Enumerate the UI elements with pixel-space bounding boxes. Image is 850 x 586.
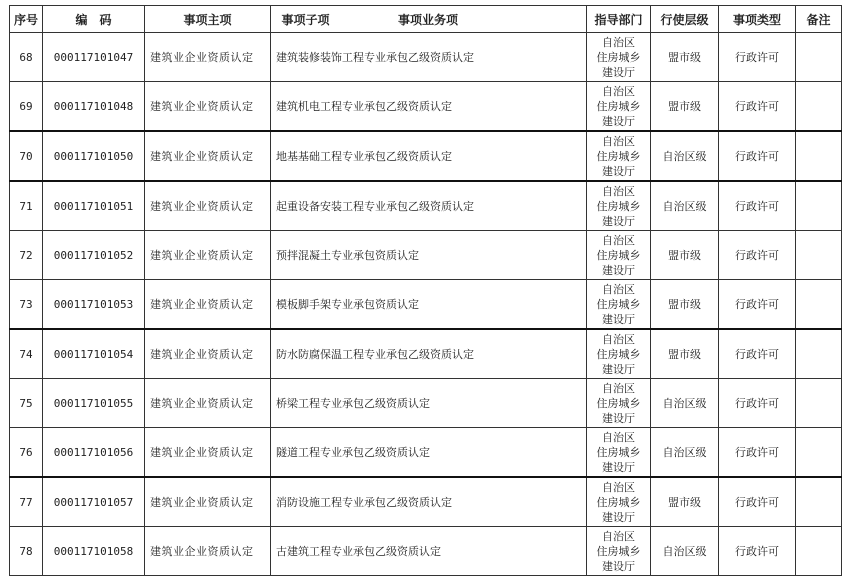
main-item: 建筑业企业资质认定 bbox=[150, 347, 254, 361]
header-level: 行使层级 bbox=[651, 6, 719, 33]
main-item-cell bbox=[145, 82, 271, 132]
table-row bbox=[10, 82, 842, 132]
row-number-cell bbox=[10, 379, 43, 428]
item-code-cell bbox=[43, 231, 145, 280]
exercise-level-cell bbox=[651, 131, 719, 181]
item-type: 行政许可 bbox=[735, 199, 779, 213]
exercise-level-cell bbox=[651, 231, 719, 280]
sub-item-cell bbox=[271, 181, 587, 231]
exercise-level: 自治区级 bbox=[662, 199, 707, 213]
table-row bbox=[10, 231, 842, 280]
item-code: 000117101048 bbox=[53, 99, 134, 113]
note-cell bbox=[796, 131, 842, 181]
guiding-department: 自治区 住房城乡 建设厅 bbox=[596, 529, 641, 573]
item-type-cell bbox=[719, 428, 796, 478]
exercise-level-cell bbox=[651, 477, 719, 527]
item-type: 行政许可 bbox=[735, 445, 779, 459]
exercise-level: 盟市级 bbox=[668, 99, 701, 113]
guiding-department-cell bbox=[587, 280, 651, 330]
main-item: 建筑业企业资质认定 bbox=[150, 495, 254, 509]
guiding-department-cell bbox=[587, 477, 651, 527]
header-business-item: 事项业务项 bbox=[397, 12, 458, 27]
table-row bbox=[10, 428, 842, 478]
sub-item-cell bbox=[271, 33, 587, 82]
row-number: 70 bbox=[19, 149, 33, 163]
guiding-department: 自治区 住房城乡 建设厅 bbox=[596, 184, 641, 228]
item-type-cell bbox=[719, 280, 796, 330]
main-item-cell bbox=[145, 428, 271, 478]
row-number-cell bbox=[10, 527, 43, 576]
sub-item: 地基基础工程专业承包乙级资质认定 bbox=[276, 149, 452, 163]
main-item: 建筑业企业资质认定 bbox=[150, 396, 254, 410]
table-row bbox=[10, 379, 842, 428]
row-number-cell bbox=[10, 33, 43, 82]
main-item: 建筑业企业资质认定 bbox=[150, 297, 254, 311]
header-main-item: 事项主项 bbox=[145, 6, 271, 33]
header-note: 备注 bbox=[796, 6, 842, 33]
row-number: 75 bbox=[19, 396, 33, 410]
row-number: 77 bbox=[19, 495, 33, 509]
header-sub-and-business bbox=[271, 6, 587, 33]
guiding-department: 自治区 住房城乡 建设厅 bbox=[596, 332, 641, 376]
row-number: 76 bbox=[19, 445, 33, 459]
item-code: 000117101051 bbox=[53, 199, 134, 213]
table-row bbox=[10, 280, 842, 330]
item-code: 000117101053 bbox=[53, 297, 134, 311]
item-code-cell bbox=[43, 280, 145, 330]
main-item: 建筑业企业资质认定 bbox=[150, 445, 254, 459]
main-item-cell bbox=[145, 280, 271, 330]
row-number-cell bbox=[10, 280, 43, 330]
main-item: 建筑业企业资质认定 bbox=[150, 248, 254, 262]
exercise-level: 盟市级 bbox=[668, 347, 701, 361]
note-cell bbox=[796, 527, 842, 576]
main-item-cell bbox=[145, 477, 271, 527]
item-type-cell bbox=[719, 181, 796, 231]
table-row bbox=[10, 477, 842, 527]
exercise-level: 自治区级 bbox=[662, 396, 707, 410]
sub-item-cell bbox=[271, 379, 587, 428]
guiding-department: 自治区 住房城乡 建设厅 bbox=[596, 233, 641, 277]
item-type-cell bbox=[719, 33, 796, 82]
row-number: 69 bbox=[19, 99, 33, 113]
row-number-cell bbox=[10, 131, 43, 181]
row-number: 72 bbox=[19, 248, 33, 262]
exercise-level: 盟市级 bbox=[668, 50, 701, 64]
note-cell bbox=[796, 280, 842, 330]
exercise-level-cell bbox=[651, 33, 719, 82]
sub-item: 古建筑工程专业承包乙级资质认定 bbox=[276, 544, 441, 558]
sub-item: 消防设施工程专业承包乙级资质认定 bbox=[276, 495, 452, 509]
main-item-cell bbox=[145, 527, 271, 576]
note-cell bbox=[796, 33, 842, 82]
sub-item: 建筑装修装饰工程专业承包乙级资质认定 bbox=[276, 50, 474, 64]
sub-item: 防水防腐保温工程专业承包乙级资质认定 bbox=[276, 347, 474, 361]
document-page bbox=[9, 5, 842, 576]
exercise-level-cell bbox=[651, 280, 719, 330]
main-item: 建筑业企业资质认定 bbox=[150, 199, 254, 213]
note-cell bbox=[796, 329, 842, 379]
item-code-cell bbox=[43, 527, 145, 576]
row-number: 73 bbox=[19, 297, 33, 311]
guiding-department: 自治区 住房城乡 建设厅 bbox=[596, 35, 641, 79]
note-cell bbox=[796, 379, 842, 428]
item-code: 000117101055 bbox=[53, 396, 134, 410]
main-item: 建筑业企业资质认定 bbox=[150, 50, 254, 64]
exercise-level: 盟市级 bbox=[668, 495, 701, 509]
guiding-department-cell bbox=[587, 131, 651, 181]
row-number-cell bbox=[10, 231, 43, 280]
guiding-department: 自治区 住房城乡 建设厅 bbox=[596, 381, 641, 425]
main-item-cell bbox=[145, 33, 271, 82]
table-row bbox=[10, 329, 842, 379]
guiding-department: 自治区 住房城乡 建设厅 bbox=[596, 134, 641, 178]
table-row bbox=[10, 131, 842, 181]
exercise-level: 盟市级 bbox=[668, 297, 701, 311]
item-type-cell bbox=[719, 379, 796, 428]
main-item: 建筑业企业资质认定 bbox=[150, 149, 254, 163]
item-code: 000117101047 bbox=[53, 50, 134, 64]
item-code-cell bbox=[43, 33, 145, 82]
row-number: 78 bbox=[19, 544, 33, 558]
exercise-level-cell bbox=[651, 82, 719, 132]
sub-item-cell bbox=[271, 477, 587, 527]
sub-item: 预拌混凝土专业承包资质认定 bbox=[276, 248, 419, 262]
note-cell bbox=[796, 477, 842, 527]
item-code-cell bbox=[43, 82, 145, 132]
sub-item: 起重设备安装工程专业承包乙级资质认定 bbox=[276, 199, 474, 213]
guiding-department-cell bbox=[587, 379, 651, 428]
main-item: 建筑业企业资质认定 bbox=[150, 99, 254, 113]
item-type: 行政许可 bbox=[735, 495, 779, 509]
header-code: 编 码 bbox=[43, 6, 145, 33]
exercise-level-cell bbox=[651, 428, 719, 478]
exercise-level: 自治区级 bbox=[662, 149, 707, 163]
item-type-cell bbox=[719, 82, 796, 132]
exercise-level: 自治区级 bbox=[662, 445, 707, 459]
item-type: 行政许可 bbox=[735, 396, 779, 410]
exercise-level: 自治区级 bbox=[662, 544, 707, 558]
guiding-department-cell bbox=[587, 527, 651, 576]
item-code-cell bbox=[43, 181, 145, 231]
sub-item-cell bbox=[271, 527, 587, 576]
header-seq: 序号 bbox=[10, 6, 43, 33]
item-type: 行政许可 bbox=[735, 248, 779, 262]
item-code: 000117101058 bbox=[53, 544, 134, 558]
main-item-cell bbox=[145, 379, 271, 428]
item-code: 000117101052 bbox=[53, 248, 134, 262]
row-number: 68 bbox=[19, 50, 33, 64]
sub-item: 建筑机电工程专业承包乙级资质认定 bbox=[276, 99, 452, 113]
exercise-level-cell bbox=[651, 379, 719, 428]
item-code: 000117101056 bbox=[53, 445, 134, 459]
guiding-department: 自治区 住房城乡 建设厅 bbox=[596, 430, 641, 474]
item-type: 行政许可 bbox=[735, 544, 779, 558]
row-number: 71 bbox=[19, 199, 33, 213]
note-cell bbox=[796, 181, 842, 231]
guiding-department: 自治区 住房城乡 建设厅 bbox=[596, 282, 641, 326]
item-type-cell bbox=[719, 329, 796, 379]
main-item: 建筑业企业资质认定 bbox=[150, 544, 254, 558]
header-sub-item: 事项子项 bbox=[281, 12, 330, 27]
table-header-row bbox=[10, 6, 842, 33]
guiding-department-cell bbox=[587, 428, 651, 478]
exercise-level-cell bbox=[651, 181, 719, 231]
header-dept: 指导部门 bbox=[587, 6, 651, 33]
item-code: 000117101050 bbox=[53, 149, 134, 163]
item-type: 行政许可 bbox=[735, 99, 779, 113]
table-row bbox=[10, 33, 842, 82]
sub-item-cell bbox=[271, 280, 587, 330]
row-number-cell bbox=[10, 82, 43, 132]
exercise-level: 盟市级 bbox=[668, 248, 701, 262]
guiding-department: 自治区 住房城乡 建设厅 bbox=[596, 480, 641, 524]
item-type: 行政许可 bbox=[735, 50, 779, 64]
header-type: 事项类型 bbox=[719, 6, 796, 33]
guiding-department-cell bbox=[587, 82, 651, 132]
sub-item-cell bbox=[271, 82, 587, 132]
item-type: 行政许可 bbox=[735, 149, 779, 163]
exercise-level-cell bbox=[651, 527, 719, 576]
item-code-cell bbox=[43, 428, 145, 478]
row-number-cell bbox=[10, 477, 43, 527]
note-cell bbox=[796, 82, 842, 132]
row-number-cell bbox=[10, 428, 43, 478]
sub-item-cell bbox=[271, 131, 587, 181]
main-item-cell bbox=[145, 181, 271, 231]
sub-item: 隧道工程专业承包乙级资质认定 bbox=[276, 445, 430, 459]
item-type: 行政许可 bbox=[735, 297, 779, 311]
sub-item: 桥梁工程专业承包乙级资质认定 bbox=[276, 396, 430, 410]
table-row bbox=[10, 527, 842, 576]
item-code: 000117101057 bbox=[53, 495, 134, 509]
sub-item-cell bbox=[271, 329, 587, 379]
main-item-cell bbox=[145, 329, 271, 379]
item-type-cell bbox=[719, 477, 796, 527]
sub-item: 模板脚手架专业承包资质认定 bbox=[276, 297, 419, 311]
item-code-cell bbox=[43, 131, 145, 181]
guiding-department-cell bbox=[587, 231, 651, 280]
guiding-department-cell bbox=[587, 33, 651, 82]
row-number-cell bbox=[10, 181, 43, 231]
item-code-cell bbox=[43, 329, 145, 379]
item-type: 行政许可 bbox=[735, 347, 779, 361]
item-code: 000117101054 bbox=[53, 347, 134, 361]
table-row bbox=[10, 181, 842, 231]
item-type-cell bbox=[719, 131, 796, 181]
item-code-cell bbox=[43, 379, 145, 428]
note-cell bbox=[796, 231, 842, 280]
administrative-items-table bbox=[9, 5, 842, 576]
guiding-department: 自治区 住房城乡 建设厅 bbox=[596, 84, 641, 128]
item-type-cell bbox=[719, 527, 796, 576]
note-cell bbox=[796, 428, 842, 478]
exercise-level-cell bbox=[651, 329, 719, 379]
guiding-department-cell bbox=[587, 181, 651, 231]
guiding-department-cell bbox=[587, 329, 651, 379]
item-type-cell bbox=[719, 231, 796, 280]
sub-item-cell bbox=[271, 428, 587, 478]
main-item-cell bbox=[145, 231, 271, 280]
sub-item-cell bbox=[271, 231, 587, 280]
main-item-cell bbox=[145, 131, 271, 181]
item-code-cell bbox=[43, 477, 145, 527]
row-number: 74 bbox=[19, 347, 33, 361]
row-number-cell bbox=[10, 329, 43, 379]
